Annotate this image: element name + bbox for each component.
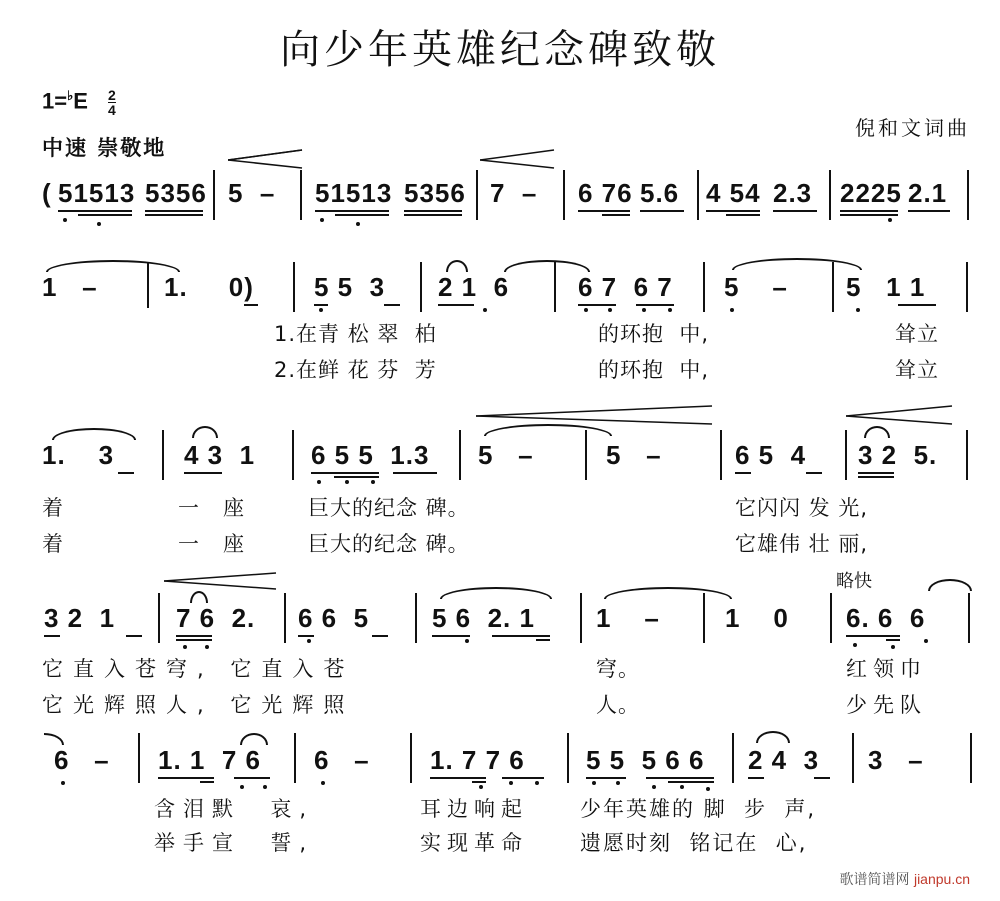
underline — [44, 635, 60, 637]
note-group: 7 – — [490, 178, 538, 208]
bar-line — [147, 262, 149, 308]
note-group: 6 – — [314, 745, 370, 775]
underline — [726, 214, 760, 216]
underline — [145, 214, 203, 216]
lyric-verse-1: 的环抱 中, — [598, 322, 710, 346]
underline — [492, 635, 550, 637]
note-group: 5 – — [228, 178, 276, 208]
underline — [432, 635, 470, 637]
note-group: 5356 — [145, 178, 207, 208]
bar-line — [292, 430, 294, 480]
note-group: 5 – — [724, 272, 788, 302]
underline — [773, 210, 817, 212]
lyric-verse-1: 红领巾 — [846, 657, 927, 681]
slur — [192, 426, 218, 438]
time-top: 2 — [108, 87, 116, 104]
lyric-verse-2: 耸立 — [895, 358, 939, 382]
watermark — [840, 869, 971, 889]
note-group: 1 – — [596, 603, 660, 633]
tie-slur — [928, 579, 972, 591]
note-group: 1 – — [42, 272, 98, 302]
lower-octave-dot — [856, 308, 860, 312]
bar-line — [420, 262, 422, 312]
underline — [472, 781, 486, 783]
lower-octave-dot — [307, 639, 311, 643]
bar-line — [138, 733, 140, 783]
underline — [646, 777, 714, 779]
lyric-verse-1: 一 座 — [178, 496, 246, 520]
lyric-verse-2: 一 座 — [178, 532, 246, 556]
tie-slur — [46, 260, 180, 272]
lower-octave-dot — [730, 308, 734, 312]
note-group: 2 4 3 — [748, 745, 820, 775]
bar-line — [459, 430, 461, 480]
bar-line — [563, 170, 565, 220]
diminuendo-hairpin-icon — [846, 404, 956, 426]
lower-octave-dot — [317, 480, 321, 484]
lower-octave-dot — [356, 222, 360, 226]
lyric-verse-2: 少先队 — [846, 693, 927, 717]
underline — [314, 304, 328, 306]
lower-octave-dot — [320, 218, 324, 222]
bar-line — [284, 593, 286, 643]
underline — [334, 476, 379, 478]
lyric-verse-2: 的环抱 中, — [598, 358, 710, 382]
underline — [846, 635, 900, 637]
bar-line — [213, 170, 215, 220]
underline — [315, 210, 389, 212]
bar-line — [300, 170, 302, 220]
underline — [748, 777, 764, 779]
tie-slur — [504, 260, 590, 272]
diminuendo-hairpin-icon — [228, 148, 308, 172]
underline — [886, 639, 900, 641]
lower-octave-dot — [263, 785, 267, 789]
diminuendo-hairpin-icon — [164, 571, 280, 593]
underline — [438, 304, 474, 306]
underline — [200, 781, 214, 783]
note-group: 3 – — [868, 745, 924, 775]
lower-octave-dot — [680, 785, 684, 789]
bar-line — [832, 262, 834, 312]
lower-octave-dot — [479, 785, 483, 789]
lower-octave-dot — [924, 639, 928, 643]
note-group: 6 5 4 — [735, 440, 807, 470]
lower-octave-dot — [465, 639, 469, 643]
lyric-verse-1: 耳边响起 — [420, 797, 528, 821]
score-row-1 — [0, 170, 1000, 230]
underline — [735, 472, 751, 474]
underline — [840, 214, 898, 216]
bar-line — [966, 262, 968, 312]
underline — [806, 472, 822, 474]
watermark-site: jianpu.cn — [913, 871, 970, 887]
lower-octave-dot — [483, 308, 487, 312]
lower-octave-dot — [668, 308, 672, 312]
lyric-verse-2: 巨大的纪念 碑。 — [308, 532, 470, 556]
tie-slur — [52, 428, 136, 440]
lyric-verse-1: 耸立 — [895, 322, 939, 346]
note-group: 51513 — [315, 178, 393, 208]
underline — [586, 777, 626, 779]
bar-line — [830, 593, 832, 643]
underline — [602, 214, 630, 216]
bar-line — [968, 593, 970, 643]
underline — [578, 304, 616, 306]
key-letter: E — [73, 88, 88, 114]
bar-line — [703, 593, 705, 643]
lyric-verse-1: 穹。 — [596, 657, 640, 681]
lower-octave-dot — [371, 480, 375, 484]
tie-slur — [732, 258, 862, 270]
lower-octave-dot — [61, 781, 65, 785]
lower-octave-dot — [592, 781, 596, 785]
slur — [446, 260, 468, 272]
underline — [311, 472, 379, 474]
song-title: 向少年英雄纪念碑致敬 — [280, 27, 720, 73]
bar-line — [293, 262, 295, 312]
note-group: 1. 3 — [42, 440, 115, 470]
bar-line — [294, 733, 296, 783]
lower-octave-dot — [853, 643, 857, 647]
note-group: 5 6 2. 1 — [432, 603, 535, 633]
underline — [430, 777, 486, 779]
lyric-verse-1: 它闪闪 发 光, — [735, 496, 869, 520]
bar-line — [415, 593, 417, 643]
note-group: 2 1 6 — [438, 272, 510, 302]
score-row-4 — [0, 565, 1000, 715]
note-group: 6 – — [54, 745, 110, 775]
underline — [372, 635, 388, 637]
bar-line — [845, 430, 847, 480]
underline — [78, 214, 132, 216]
bar-line — [852, 733, 854, 783]
note-group: 6 76 — [578, 178, 633, 208]
note-group: 5 – — [478, 440, 534, 470]
lyric-verse-1: 少年英雄的 脚 步 声, — [580, 797, 817, 821]
slur — [756, 731, 790, 743]
underline — [858, 472, 894, 474]
composer-credit: 倪和文词曲 — [855, 116, 970, 140]
note-group: 6 7 6 7 — [578, 272, 673, 302]
lower-octave-dot — [319, 308, 323, 312]
underline — [706, 210, 760, 212]
underline — [404, 214, 462, 216]
underline — [244, 304, 258, 306]
note-group: 1 0 — [725, 603, 789, 633]
score-row-2 — [0, 258, 1000, 388]
bar-line — [580, 593, 582, 643]
tempo-marking: 中速 崇敬地 — [42, 136, 167, 160]
lower-octave-dot — [97, 222, 101, 226]
diminuendo-hairpin-icon — [480, 148, 560, 172]
lyric-verse-2: 它光辉照人, 它光辉照 — [42, 693, 355, 717]
underline — [384, 304, 400, 306]
bar-line — [703, 262, 705, 312]
underline — [184, 472, 222, 474]
underline — [858, 476, 894, 478]
note-group: 3 2 5. — [858, 440, 938, 470]
flat-icon: ♭ — [67, 88, 74, 103]
underline — [636, 304, 674, 306]
underline — [118, 472, 134, 474]
underline — [404, 210, 462, 212]
underline — [840, 210, 898, 212]
underline — [536, 639, 550, 641]
lower-octave-dot — [345, 480, 349, 484]
lyric-verse-1: 巨大的纪念 碑。 — [308, 496, 470, 520]
bar-line — [732, 733, 734, 783]
note-group: 1. 7 7 6 — [430, 745, 525, 775]
underline — [176, 639, 212, 641]
underline — [668, 781, 714, 783]
underline — [176, 635, 212, 637]
bar-line — [966, 430, 968, 480]
bar-line — [554, 262, 556, 312]
underline — [126, 635, 142, 637]
bar-line — [567, 733, 569, 783]
lower-octave-dot — [642, 308, 646, 312]
note-group: 6. 6 6 — [846, 603, 926, 633]
lyric-verse-2: 遗愿时刻 铭记在 心, — [580, 831, 808, 855]
note-group: 4 54 — [706, 178, 761, 208]
bar-line — [162, 430, 164, 480]
time-signature — [108, 88, 116, 117]
note-group: 5.6 — [640, 178, 680, 208]
bar-line — [720, 430, 722, 480]
lower-octave-dot — [616, 781, 620, 785]
lower-octave-dot — [888, 218, 892, 222]
underline — [393, 472, 437, 474]
lyric-verse-2: 举手宣 誓, — [154, 831, 315, 855]
tie-slur-continuation — [44, 733, 64, 745]
lyric-verse-2: 着 — [42, 532, 64, 556]
lyric-verse-1: 着 — [42, 496, 64, 520]
underline — [145, 210, 203, 212]
note-group: 5 5 5 6 6 — [586, 745, 705, 775]
tie-slur — [440, 587, 552, 599]
note-group: 2.3 — [773, 178, 813, 208]
note-group: 5356 — [404, 178, 466, 208]
bar-line — [829, 170, 831, 220]
note-group: 6 6 5 — [298, 603, 370, 633]
bar-line — [697, 170, 699, 220]
note-group: 6 5 5 1.3 — [311, 440, 430, 470]
bar-line — [585, 430, 587, 480]
bar-line — [476, 170, 478, 220]
underline — [234, 777, 270, 779]
underline — [335, 214, 389, 216]
watermark-label: 歌谱简谱网 — [839, 872, 910, 888]
underline — [58, 210, 132, 212]
lyric-verse-2: 2.在鲜 花 芬 芳 — [274, 358, 437, 382]
score-row-5 — [0, 725, 1000, 865]
slur — [864, 426, 890, 438]
lower-octave-dot — [608, 308, 612, 312]
score-row-3 — [0, 410, 1000, 556]
tie-slur — [604, 587, 732, 599]
underline — [298, 635, 314, 637]
key-prefix: 1= — [42, 88, 68, 114]
note-group: 5 – — [606, 440, 662, 470]
lower-octave-dot — [706, 787, 710, 791]
note-group: 1. 1 7 6 — [158, 745, 261, 775]
lyric-verse-1: 含泪默 哀, — [154, 797, 315, 821]
key-signature — [42, 88, 116, 117]
lyric-verse-2: 人。 — [596, 693, 640, 717]
lyric-verse-1: 它直入苍穹, 它直入苍 — [42, 657, 355, 681]
note-group: 2.1 — [908, 178, 948, 208]
lower-octave-dot — [584, 308, 588, 312]
underline — [814, 777, 830, 779]
note-group: 1. 0) — [164, 272, 254, 302]
bar-line — [967, 170, 969, 220]
lower-octave-dot — [652, 785, 656, 789]
time-bottom: 4 — [108, 102, 116, 119]
lyric-verse-1: 1.在青 松 翠 柏 — [274, 322, 437, 346]
note-group: ( — [42, 178, 52, 208]
tempo-change-marking: 略快 — [836, 571, 872, 592]
underline — [640, 210, 684, 212]
lower-octave-dot — [205, 645, 209, 649]
diminuendo-hairpin-icon — [476, 404, 716, 426]
lower-octave-dot — [321, 781, 325, 785]
note-group: 2225 — [840, 178, 902, 208]
underline — [898, 304, 936, 306]
note-group: 7 6 2. — [176, 603, 256, 633]
note-group: 5 1 1 — [846, 272, 926, 302]
underline — [502, 777, 544, 779]
lower-octave-dot — [535, 781, 539, 785]
lower-octave-dot — [891, 645, 895, 649]
bar-line — [410, 733, 412, 783]
lower-octave-dot — [63, 218, 67, 222]
underline — [578, 210, 630, 212]
underline — [158, 777, 214, 779]
note-group: 3 2 1 — [44, 603, 116, 633]
bar-line — [158, 593, 160, 643]
lower-octave-dot — [240, 785, 244, 789]
lower-octave-dot — [183, 645, 187, 649]
lyric-verse-2: 它雄伟 壮 丽, — [735, 532, 869, 556]
lyric-verse-2: 实现革命 — [420, 831, 528, 855]
bar-line — [970, 733, 972, 783]
note-group: 4 3 1 — [184, 440, 256, 470]
note-group: 5 5 3 — [314, 272, 386, 302]
lower-octave-dot — [509, 781, 513, 785]
slur — [240, 733, 268, 745]
note-group: 51513 — [58, 178, 136, 208]
underline — [908, 210, 950, 212]
